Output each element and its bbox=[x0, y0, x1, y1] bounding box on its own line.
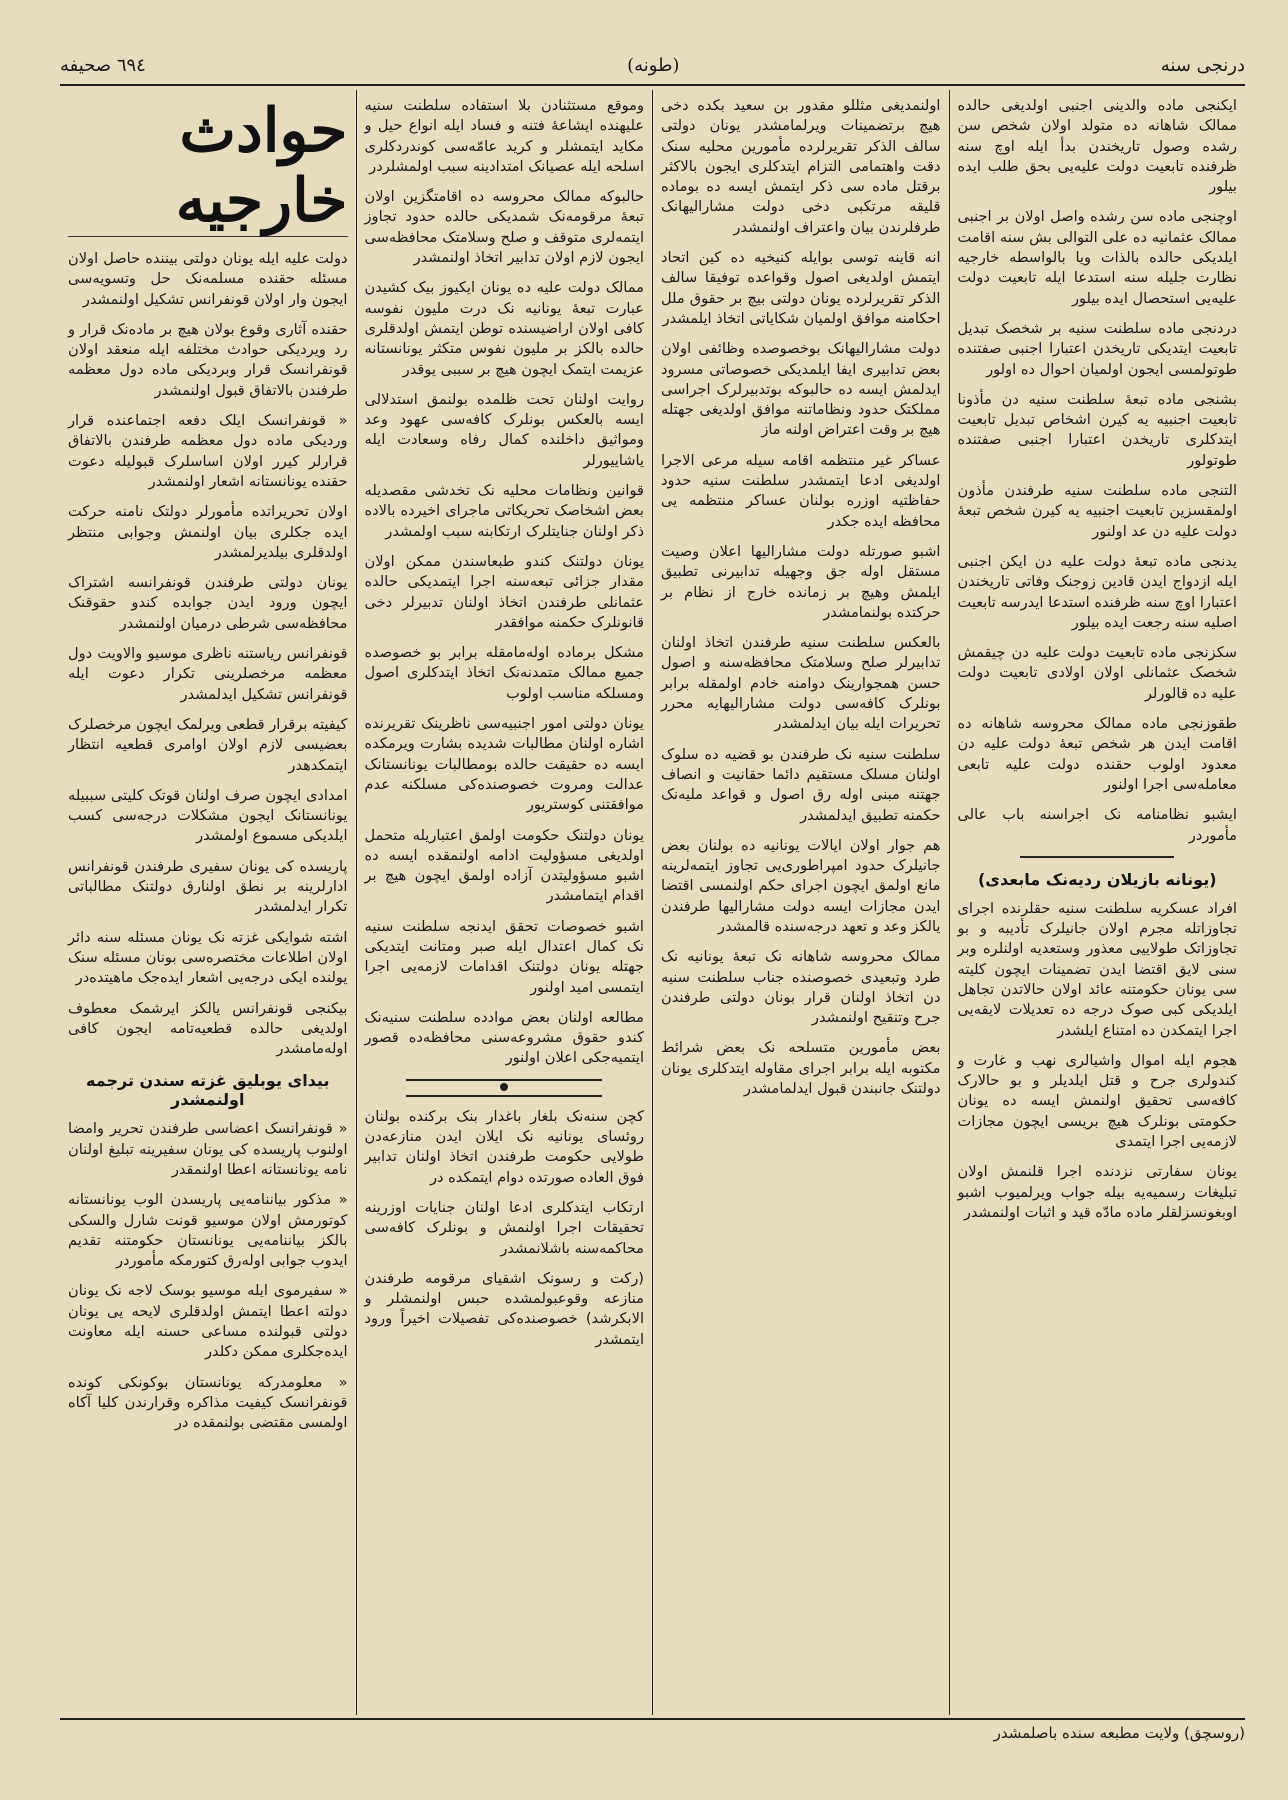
article-paragraph: اشته شوایکی غزته نک یونان مسئله سنه دائر اولان اطلاعات مختصره‌سی بونان مسئله سنک یولنده ایکی درجه‌یی اشعار ایده‌جک ماهیتده‌در bbox=[68, 928, 348, 987]
article-paragraph: دولت علیه ایله یونان دولتی بیننده حاصل اولان مسئله حقنده مسلمه‌نک حل وتسویه‌سی ایجون وار اولان قونفرانس تشکیل اولنمشدر bbox=[68, 250, 348, 308]
ornament-divider bbox=[406, 1079, 602, 1097]
column-1 bbox=[949, 90, 1246, 1715]
header-rule bbox=[60, 84, 1245, 86]
article-paragraph: انه قاینه توسی بوایله کنیخیه ده کین اتحاد ایتمش اولدیغی اصول وقواعده توفیقا سالف الذکر تقریرلرده یونان دولتی بیچ بر حقوق ملل احکامنه موافق اولمیان شکایاتی اتخاذ ایلمشدر bbox=[661, 249, 941, 327]
footer-rule bbox=[60, 1718, 1245, 1720]
article-paragraph: ممالک دولت علیه ده یونان ایکیوز بیک کشیدن عبارت تبعۀ یونانیه نک درت ملیون نفوسه کافی اولان اراضیسنده توطن ایتمش اولدقلری حالده بالکز بر ملیون نفوس متکثر یونانستانه عزیمت ایتمک ایچون هیچ بر سببی یوقدر bbox=[364, 279, 644, 378]
article-paragraph: دردنجی ماده سلطنت سنیه بر شخصک تبدیل تابعیت ایتدیکی تاریخدن اعتبارا اجنبی صفتنده طوتولمسی ایجون اولمیان احوال ده اولور bbox=[957, 319, 1237, 378]
article-paragraph: التنجی ماده سلطنت سنیه طرفندن مأذون اولمقسزین تابعیت اجنبیه یه کیرن شخص تبعۀ دولت علیه دن عد اولنور bbox=[957, 482, 1237, 540]
column-2 bbox=[652, 90, 949, 1715]
article-paragraph: یونان دولتی طرفندن قونفرانسه اشتراک ایچون ورود ایدن جوابده کندو حقوقنک محافظه‌سی شرطی درمیان اولنمشدر bbox=[68, 574, 348, 632]
article-paragraph: بیکنجی قونفرانس یالکز ایرشمک معطوف اولدیغی حالده قطعیه‌تامه ایجون کافی اوله‌مامشدر bbox=[68, 999, 348, 1058]
article-paragraph: کچن سنه‌نک بلغار باغدار بنک برکنده بولنان روئسای یونانیه نک ایلان ایدن منازعه‌دن طولایی حکومت طرفندن اتخاذ اولنان تدابیر فوق العاده صورتده دوام ایتمکده در bbox=[364, 1107, 644, 1186]
article-paragraph: « قونفرانسک ایلک دفعه اجتماعنده قرار وردیکی ماده دول معظمه طرفندن بالاتفاق قرارلر کیرر اولان اساسلرک قبولیله دعوت حقنده یونانستانه اشعار اولنمشدر bbox=[68, 412, 348, 490]
article-paragraph: هم جوار اولان ایالات یونانیه ده بولنان بعض جانیلرک حدود امپراطوری‌یی تجاوز ایتمه‌لرینه مانع اولمق ایچون اجرای حکم اولنمسی اقتضا ایدن مجازات ایسه دولت مشارالیها طرفندن یالکز وعد و تعهد درجه‌سنده قالمشدر bbox=[661, 836, 941, 935]
header-page-number: ٦٩٤ صحیفه bbox=[60, 54, 146, 76]
article-paragraph: امدادی ایچون صرف اولنان قوتک کلیتی سببیله یونانستانک ایجون مشکلات درجه‌سی کسب ایلدیکی مسموع اولمشدر bbox=[68, 786, 348, 845]
article-paragraph: ایکنجی ماده والدینی اجنبی اولدیغی حالده ممالک شاهانه ده متولد اولان شخص سن رشده وصول تاریخندن بدأ ایله اوچ سنه ظرفنده تابعیت دولت علیه‌یی بحق طلب ایده بیلور bbox=[957, 97, 1237, 196]
article-paragraph: « قونفرانسک اعضاسی طرفندن تحریر وامضا اولنوب پاریسده کی یونان سفیرینه تبلیغ اولنان نامه یونانستانه اعطا اولنمقدر bbox=[68, 1120, 348, 1178]
article-paragraph: افراد عسکریه سلطنت سنیه حقلرنده اجرای تجاوزاتله مجرم اولان جانیلرک تأدیبه و بو تجاوزاتک طولاییی معذور وستعدیه اولنلره وبر سنی لایق اقتضا ایدن تضمینات ایچون کلیته سی یونان حکومتنه عائد اولان حالاتدن تجاهل ایلدیکی کبی صوک درجه ده تعدیلات لایقه‌یی اجرا ایتمکدن ده امتناع ایلشدر bbox=[957, 899, 1237, 1039]
article-paragraph: مطالعه اولنان بعض موادده سلطنت سنیه‌نک کندو حقوق مشروعه‌سنی محافظه‌ده قصور ایتمیه‌جکی اعلان اولنور bbox=[364, 1008, 644, 1067]
article-paragraph: ایشبو نظامنامه نک اجراسنه باب عالی مأموردر bbox=[957, 806, 1237, 844]
section-divider bbox=[1020, 856, 1174, 858]
article-paragraph: مشکل برماده اوله‌مامقله برابر بو خصوصده جمیع ممالک متمدنه‌نک اتخاذ ایتدکلری اصول ومسلکه مناسب اولوب bbox=[364, 644, 644, 702]
article-paragraph: قونفرانس ریاستنه ناظری موسیو والاویت دول معظمه مرخصلرینی تکرار دعوت ایله قونفرانس تشکیل ایدلمشدر bbox=[68, 645, 348, 703]
article-paragraph: ارتکاب ایتدکلری ادعا اولنان جنایات اوزرینه تحقیقات اجرا اولنمش و بونلرک کافه‌سی محاکمه‌سنه باشلانمشدر bbox=[364, 1198, 644, 1257]
article-paragraph: بعض مأمورین متسلحه نک بعض شرائط مکتوبه ایله برابر اجرای مقاوله ایتدکلری یونان دولتنک جانبندن قبول ایدلمامشدر bbox=[661, 1039, 941, 1098]
article-paragraph: « معلومدرکه یونانستان بوکونکی کونده قونفرانسک کیفیت مذاکره وقرارندن کلیا آکاه اولمسی مقتضی بولنمقده در bbox=[68, 1373, 348, 1432]
imprint-footer: (روسچق) ولایت مطبعه سنده باصلمشدر bbox=[993, 1724, 1245, 1742]
article-paragraph: « سفیرموی ایله موسیو بوسک لاجه نک یونان دولته اعطا ایتمش اولدقلری لایحه یی یونان دولتی قبولنده مساعی حسنه ایله معاونت ایده‌جکلری ممکن دکلدر bbox=[68, 1282, 348, 1361]
article-paragraph: اشبو صورتله دولت مشارالیها اعلان وصیت مستقل اوله جق وجهیله تدابیرنی تطبیق ایلمش وهیچ بر زمانده خارج از نظام بر حرکتده بولنمامشدر bbox=[661, 542, 941, 621]
article-paragraph: سلطنت سنیه نک طرفندن بو قضیه ده سلوک اولنان مسلک مستقیم دائما حقانیت و انصاف جهتنه مبنی اوله رق اصول و قواعد ملیه‌نک حکمنه تطبیق ایدلمشدر bbox=[661, 745, 941, 824]
article-paragraph: یونان سفارتی نزدنده اجرا قلنمش اولان تبلیغات رسمیه‌یه بیله جواب ویرلمیوب اشبو اوبغونسزلقلر ماده مادّه قید و اثبات اولنمشدر bbox=[957, 1163, 1237, 1221]
section-title: (یونانه بازیلان ردیه‌نک مابعدی) bbox=[977, 869, 1217, 889]
article-paragraph: « مذکور بیاننامه‌یی پاریسدن الوب یونانستانه کوتورمش اولان موسیو قونت شارل والسکی بالکز بیاننامه‌یی یونانستان حکومتنه تقدیم ایدوب جوابی اوله‌رق کتورمکه مأموردر bbox=[68, 1191, 348, 1270]
article-paragraph: اولنمدیغی مثللو مقدور بن سعید بکده دخی هیچ برتضمینات ویرلمامشدر یونان دولتی سالف الذکر تقریرلرده مأمورین محلیه سنک دقت واهتمامی التزام ایتدکلری ایجون بالاکثر برقتل ماده سی ذکر ایتمش ایسه ده بوماده قلیقه مرتکبی دخی دولت مشارالیهانک طرفلرندن بیان واعتراف اولنمشدر bbox=[661, 97, 941, 236]
article-paragraph: کیفیته برقرار قطعی ویرلمک ایچون مرخصلرک بعضیسی لازم اولان اوامری قطعیه انتظار ایتمکدهدر bbox=[68, 715, 348, 774]
article-paragraph: عساکر غیر منتظمه اقامه سیله مرعی الاجرا اولدیغی ادعا ایتمشدر سلطنت سنیه حدود حفاظتیه اوزره بولنان عساکر منتظمه یی محافظه ایده جکدر bbox=[661, 451, 941, 530]
article-paragraph: اشبو خصوصات تحقق ایدنجه سلطنت سنیه نک کمال اعتدال ایله صبر ومتانت ایتدیکی جهتله یونان دولتنک اقدامات لازمه‌یی اجرا ایتمسی امید اولنور bbox=[364, 917, 644, 996]
article-paragraph: حقنده آثاری وقوع بولان هیچ بر ماده‌نک قرار و رد ویردیکی حوادث مختلفه ایله منعقد اولان قونفرانسک قرار وبردیکی ماده دول معظمه طرفندن بالاتفاق قبول اولنمشدر bbox=[68, 320, 348, 399]
article-paragraph: طقوزنجی ماده ممالک محروسه شاهانه ده اقامت ایدن هر شخص تبعۀ دولت علیه دن معدود اولوب حقنده دولت علیه تابعی معامله‌سی اجرا اولنور bbox=[957, 715, 1237, 793]
print-area bbox=[60, 50, 1245, 1750]
masthead-title: حوادث خارجیه bbox=[68, 96, 348, 237]
article-paragraph: دولت مشارالیهانک بوخصوصده وظائفی اولان بعض تدابیری ایفا ایلمدیکی خصوصاتی مسرود ایدلمش ایسه ده حالبوکه بوتدبیرلرک اجراسی مملکتک حدود ونظاماتنه موافق اولدیغی جهتله هیچ بر وقت اعتراض اولنه ماز bbox=[661, 340, 941, 439]
article-paragraph: پاریسده کی یونان سفیری طرفندن قونفرانس ادارلرینه بر نطق اولنارق دولتنک مطالباتی تکرار ایدلمشدر bbox=[68, 857, 348, 916]
article-paragraph: حالبوکه ممالک محروسه ده اقامتگزین اولان تبعۀ مرقومه‌نک شمدیکی حالده حدود تجاوز ایتمه‌لری متوقف و صلح وسلامتک محافظه‌سی ایجون لازم اولان تدابیر اتخاذ اولنمشدر bbox=[364, 188, 644, 267]
article-paragraph: اولان تحریراتده مأمورلر دولتک نامنه حرکت ایده جکلری بیان اولنمش وجوابی منتظر اولدقلری بیلدیرلمشدر bbox=[68, 503, 348, 561]
article-paragraph: قوانین ونظامات محلیه نک تخدشی مقصدیله بعض اشخاصک تحریکاتی ماجرای اخیرده بالاده ذکر اولنان جنایتلرک ارتکابنه سبب اولمشدر bbox=[364, 482, 644, 540]
article-paragraph: یدنجی ماده تبعۀ دولت علیه دن ایکن اجنبی ایله ازدواج ایدن قادین زوجنک وفاتی تاریخندن اعتبارا اوچ سنه ظرفنده استدعا ایدرسه تابعیت اصلیه سنه رجعت ایده بیلور bbox=[957, 552, 1237, 631]
column-3 bbox=[356, 90, 653, 1715]
article-paragraph: یونان دولتی امور اجنبیه‌سی ناظرینک تقریرنده اشاره اولنان مطالبات شدیده بشارت ویرمکده ایسه ده حقیقت حالده بومطالبات یونانستانک عدالت ومروت خصوصنده‌کی مسلکنه عدم موافقتنی کوستریور bbox=[364, 715, 644, 814]
article-paragraph: یونان دولتنک کندو طبعاسندن ممکن اولان مقدار جزائی تبعه‌سنه اجرا ایتمدیکی حالده عثمانلی طرفندن اتخاذ اولنان تدبیرلر دخی قانونلرک حکمنه موافقدر bbox=[364, 552, 644, 631]
article-paragraph: بشنجی ماده تبعۀ سلطنت سنیه دن مأذونا تابعیت اجنبیه یه کیرن اشخاص تبدیل تابعیت ایتدکلری تاریخدن اعتبارا اجنبی صفتنده طوتولور bbox=[957, 390, 1237, 469]
article-paragraph: روایت اولنان تحت ظلمده بولنمق استدلالی ایسه بالعکس بونلرک کافه‌سی عهود وعد ومواثیق داخلنده کمال رفاه وسعادت ایله یاشاییورلر bbox=[364, 390, 644, 469]
article-paragraph: ممالک محروسه شاهانه نک تبعۀ یونانیه نک طرد وتبعیدی خصوصنده جناب سلطنت سنیه دن اتخاذ اولنان قرار بونان دولتی طرفندن جرح وتنقیح اولنمشدر bbox=[661, 948, 941, 1027]
header-right: درنجی سنه bbox=[1160, 54, 1245, 76]
article-paragraph: سکزنجی ماده تابعیت دولت علیه دن چیقمش شخصک عثمانلی اولان اولادی تابعیت دولت علیه ده قالورلر bbox=[957, 644, 1237, 702]
article-paragraph: بالعکس سلطنت سنیه طرفندن اتخاذ اولنان تدابیرلر صلح وسلامتک محافظه‌سنه و اصول حسن همجوارینک دوامنه خادم اولمقله برابر بونلرک کافه‌سی دولت مشارالیهایه محرر تحریرات ایله بیان ایدلمشدر bbox=[661, 634, 941, 733]
article-paragraph: یونان دولتنک حکومت اولمق اعتباریله متحمل اولدیغی مسؤولیت ادامه اولنمقده ایسه ده اشبو مسؤولیتدن آزاده اولمق ایچون هیچ بر اقدام ایتمامشدر bbox=[364, 826, 644, 905]
article-paragraph: (رکت و رسونک اشقیای مرقومه طرفندن منازعه وقوعبولمشده حبس اولنمشلر و الابکرشد) خصوصنده‌کی تفصیلات اخیراً ورود ایتمشدر bbox=[364, 1269, 644, 1348]
column-4 bbox=[60, 90, 356, 1715]
article-paragraph: وموقع مستثنادن بلا استفاده سلطنت سنیه علیهنده ایشاعۀ فتنه و فساد ایله انواع حیل و مکاید ایتمشلر و کرید عامّه‌سی کوندردکلری اسلحه ایله عصیانک امتدادینه سبب اولمشلردر bbox=[364, 97, 644, 175]
page-header bbox=[60, 50, 1245, 80]
section-title: بیدای یوبلیق غزته سندن ترجمه اولنمشدر bbox=[86, 1071, 330, 1110]
columns bbox=[60, 90, 1245, 1715]
header-title: (طونه) bbox=[627, 54, 680, 76]
article-paragraph: اوچنجی ماده سن رشده واصل اولان بر اجنبی ممالک عثمانیه ده علی التوالی بش سنه اقامت ایلدیکی حالده بالذات ویا بالواسطه خارجیه نظارت جلیله سنه استدعا ایله تابعیت دولت علیه‌یی استحصال ایده بیلور bbox=[957, 208, 1237, 307]
article-paragraph: هجوم ایله اموال واشیالری نهب و غارت و کندولری جرح و قتل ایلدیلر و بو حالارک کافه‌سی تحقیق اولنمش ایسه ده یونان حکومتی بونلرک هیچ بریسی ایچون مجازات لازمه‌یی اجرا ایتمدی bbox=[957, 1051, 1237, 1151]
